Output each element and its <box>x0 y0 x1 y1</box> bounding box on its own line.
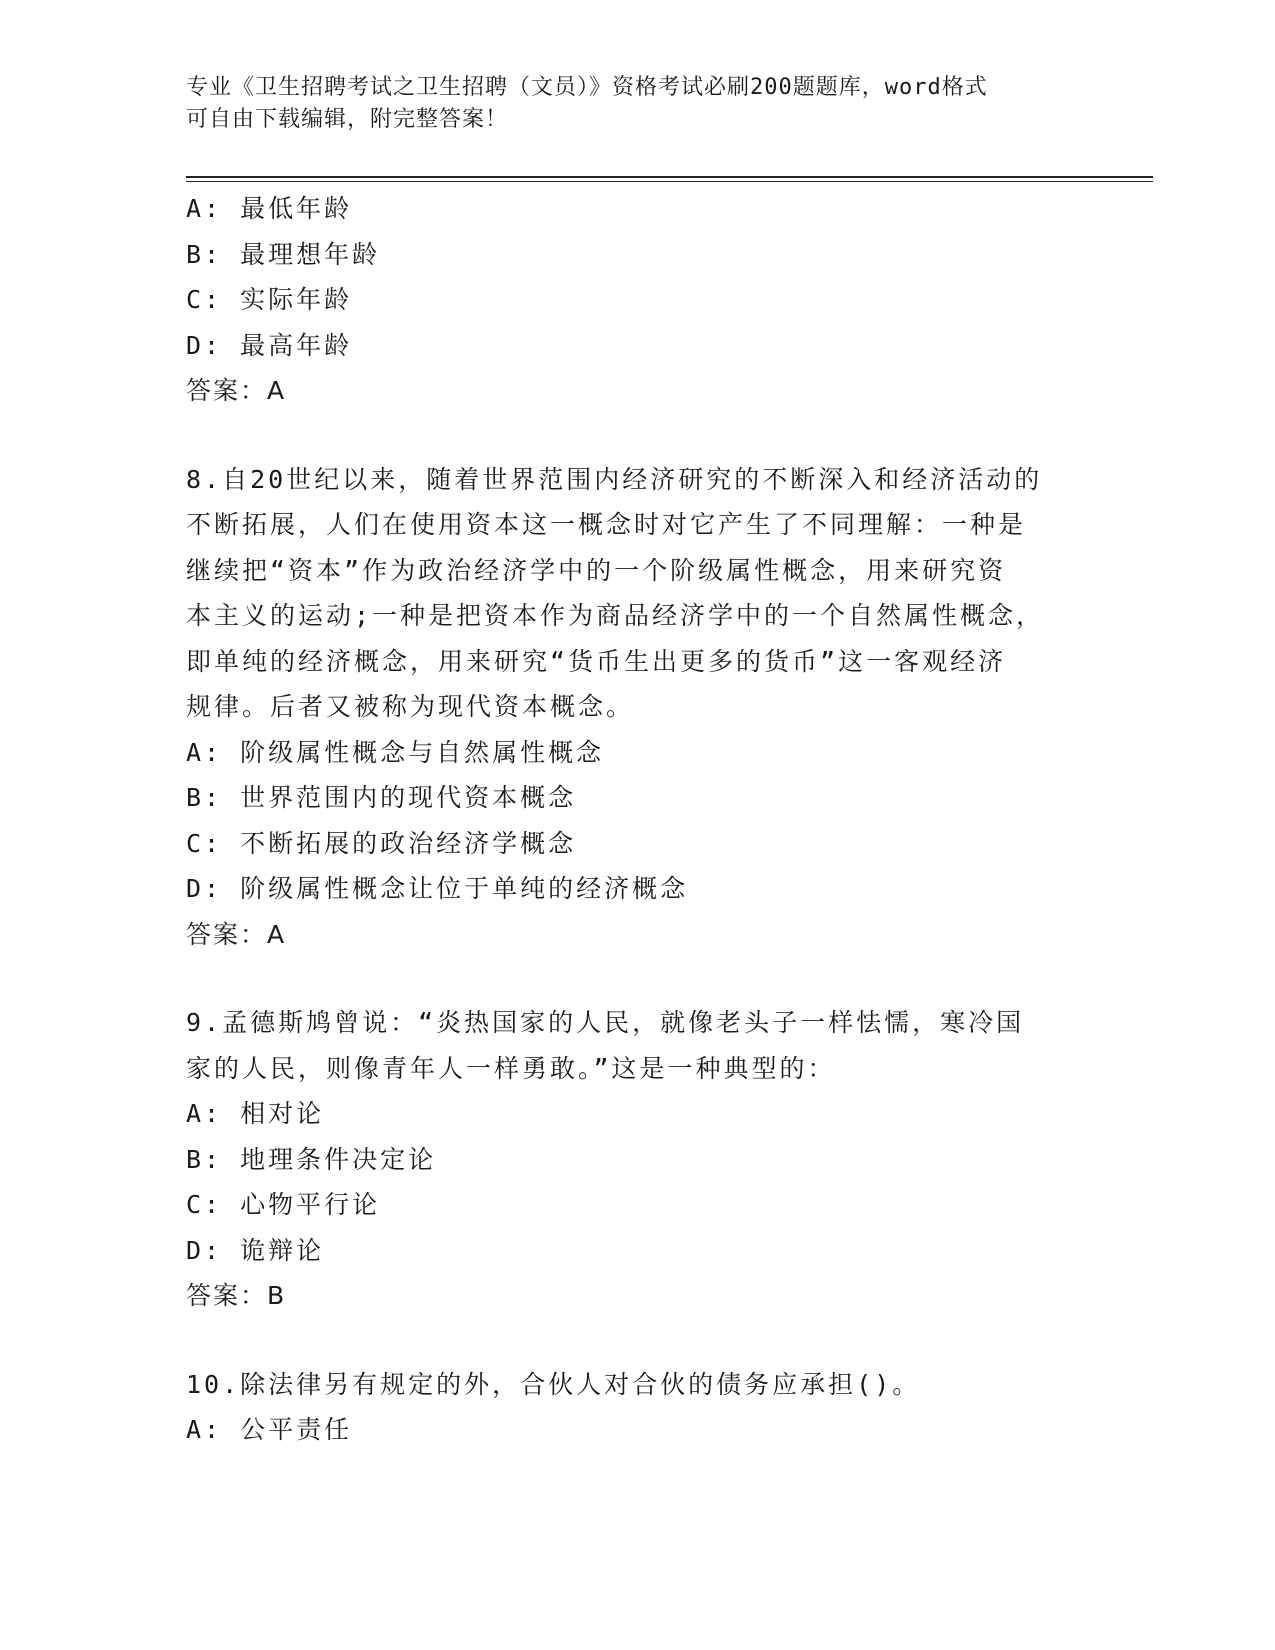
option-a: A: 相对论 <box>186 1099 325 1128</box>
document-body <box>186 186 1086 1453</box>
question-text-line: 不断拓展，人们在使用资本这一概念时对它产生了不同理解：一种是 <box>186 510 1027 539</box>
header-rule-thick <box>186 176 1153 178</box>
option-b: B: 最理想年龄 <box>186 239 381 269</box>
option-d: D: 诡辩论 <box>186 1235 325 1265</box>
option-c: C: 实际年龄 <box>186 285 353 314</box>
option-b: B: 地理条件决定论 <box>186 1144 437 1174</box>
question-8 <box>186 457 1086 958</box>
question-9 <box>186 1000 1086 1319</box>
question-text-line: 本主义的运动;一种是把资本作为商品经济学中的一个自然属性概念， <box>186 601 1045 630</box>
answer: 答案：A <box>186 919 287 949</box>
question-7 <box>186 186 1086 414</box>
option-c: C: 心物平行论 <box>186 1190 381 1219</box>
header-line-1: 专业《卫生招聘考试之卫生招聘（文员）》资格考试必刷200题题库，word格式 <box>186 75 988 100</box>
option-c: C: 不断拓展的政治经济学概念 <box>186 828 577 858</box>
option-d: D: 阶级属性概念让位于单纯的经济概念 <box>186 874 689 903</box>
option-a: A: 公平责任 <box>186 1415 353 1444</box>
question-text-line: 规律。后者又被称为现代资本概念。 <box>186 692 635 721</box>
question-text-line: 10.除法律另有规定的外，合伙人对合伙的债务应承担()。 <box>186 1369 921 1399</box>
question-text-line: 8.自20世纪以来，随着世界范围内经济研究的不断深入和经济活动的 <box>186 464 1043 494</box>
document-header <box>186 72 1066 136</box>
option-b: B: 世界范围内的现代资本概念 <box>186 783 577 812</box>
question-text-line: 9.孟德斯鸠曾说：“炎热国家的人民，就像老头子一样怯懦，寒冷国 <box>186 1008 1025 1037</box>
answer: 答案：A <box>186 376 287 405</box>
question-10 <box>186 1362 1086 1453</box>
question-text-line: 家的人民，则像青年人一样勇敢。”这是一种典型的： <box>186 1053 836 1083</box>
question-text-line: 即单纯的经济概念，用来研究“货币生出更多的货币”这一客观经济 <box>186 646 1007 676</box>
question-text-line: 继续把“资本”作为政治经济学中的一个阶级属性概念，用来研究资 <box>186 555 1007 585</box>
answer: 答案：B <box>186 1281 287 1310</box>
header-rule-thin <box>186 181 1153 182</box>
option-d: D: 最高年龄 <box>186 330 353 360</box>
option-a: A: 阶级属性概念与自然属性概念 <box>186 737 605 767</box>
header-line-2: 可自由下载编辑，附完整答案！ <box>186 107 509 132</box>
option-a: A: 最低年龄 <box>186 194 353 223</box>
